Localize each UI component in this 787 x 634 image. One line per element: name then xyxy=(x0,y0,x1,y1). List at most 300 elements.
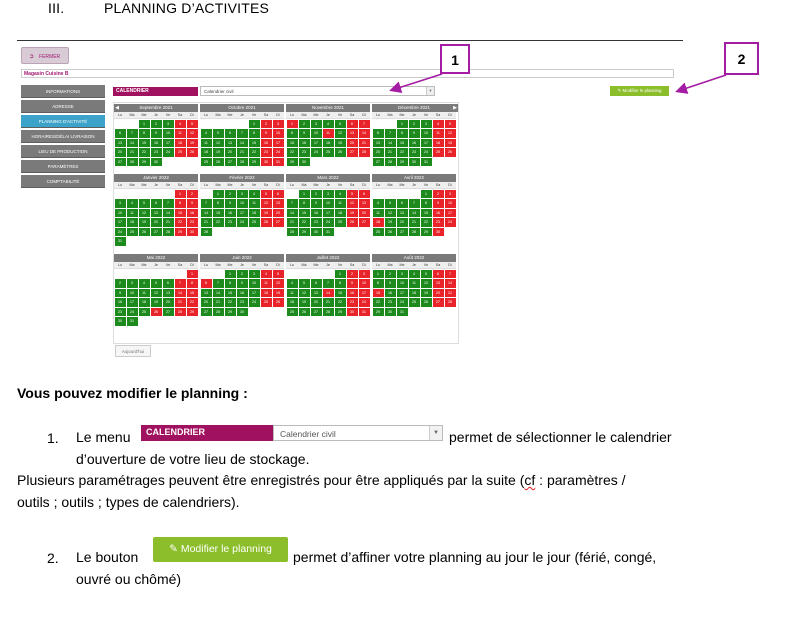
day-cell[interactable]: 20 xyxy=(151,218,162,227)
day-cell[interactable]: 29 xyxy=(287,158,298,167)
day-cell[interactable]: 24 xyxy=(323,218,334,227)
day-cell[interactable]: 20 xyxy=(359,209,370,218)
day-cell[interactable]: 30 xyxy=(385,308,396,317)
day-cell[interactable]: 6 xyxy=(115,129,126,138)
day-cell[interactable]: 14 xyxy=(445,279,456,288)
day-cell[interactable]: 26 xyxy=(299,308,310,317)
day-cell[interactable]: 20 xyxy=(115,148,126,157)
day-cell[interactable]: 3 xyxy=(273,120,284,129)
day-cell[interactable]: 11 xyxy=(261,279,272,288)
day-cell[interactable]: 11 xyxy=(249,199,260,208)
day-cell[interactable]: 17 xyxy=(359,289,370,298)
day-cell[interactable]: 20 xyxy=(163,298,174,307)
day-cell[interactable]: 10 xyxy=(127,289,138,298)
day-cell[interactable]: 9 xyxy=(187,199,198,208)
day-cell[interactable]: 11 xyxy=(175,129,186,138)
day-cell[interactable]: 29 xyxy=(397,158,408,167)
day-cell[interactable]: 27 xyxy=(273,218,284,227)
day-cell[interactable]: 3 xyxy=(421,120,432,129)
day-cell[interactable]: 17 xyxy=(249,289,260,298)
day-cell[interactable]: 19 xyxy=(261,209,272,218)
day-cell[interactable]: 10 xyxy=(115,209,126,218)
day-cell[interactable]: 18 xyxy=(249,209,260,218)
day-cell[interactable]: 18 xyxy=(335,209,346,218)
day-cell[interactable]: 8 xyxy=(397,129,408,138)
day-cell[interactable]: 28 xyxy=(359,148,370,157)
day-cell[interactable]: 10 xyxy=(163,129,174,138)
day-cell[interactable]: 22 xyxy=(299,218,310,227)
day-cell[interactable]: 6 xyxy=(397,199,408,208)
day-cell[interactable]: 16 xyxy=(225,209,236,218)
day-cell[interactable]: 12 xyxy=(151,289,162,298)
day-cell[interactable]: 20 xyxy=(347,139,358,148)
sidebar-item[interactable]: LIEU DE PRODUCTION xyxy=(21,145,105,158)
day-cell[interactable]: 29 xyxy=(139,158,150,167)
day-cell[interactable]: 14 xyxy=(287,209,298,218)
day-cell[interactable]: 24 xyxy=(421,148,432,157)
day-cell[interactable]: 4 xyxy=(335,190,346,199)
day-cell[interactable]: 3 xyxy=(237,190,248,199)
day-cell[interactable]: 21 xyxy=(385,148,396,157)
day-cell[interactable]: 23 xyxy=(299,148,310,157)
day-cell[interactable]: 10 xyxy=(359,279,370,288)
day-cell[interactable]: 13 xyxy=(397,209,408,218)
day-cell[interactable]: 6 xyxy=(359,190,370,199)
day-cell[interactable]: 30 xyxy=(115,317,126,326)
day-cell[interactable]: 1 xyxy=(373,270,384,279)
day-cell[interactable]: 30 xyxy=(261,158,272,167)
day-cell[interactable]: 3 xyxy=(445,190,456,199)
day-cell[interactable]: 17 xyxy=(115,218,126,227)
day-cell[interactable]: 26 xyxy=(445,148,456,157)
day-cell[interactable]: 13 xyxy=(163,289,174,298)
day-cell[interactable]: 10 xyxy=(397,279,408,288)
day-cell[interactable]: 9 xyxy=(409,129,420,138)
day-cell[interactable]: 9 xyxy=(225,199,236,208)
day-cell[interactable]: 19 xyxy=(213,148,224,157)
day-cell[interactable]: 31 xyxy=(323,228,334,237)
day-cell[interactable]: 24 xyxy=(445,218,456,227)
day-cell[interactable]: 21 xyxy=(287,218,298,227)
day-cell[interactable]: 17 xyxy=(273,139,284,148)
day-cell[interactable]: 4 xyxy=(373,199,384,208)
day-cell[interactable]: 7 xyxy=(323,279,334,288)
day-cell[interactable]: 12 xyxy=(273,279,284,288)
day-cell[interactable]: 15 xyxy=(139,139,150,148)
day-cell[interactable]: 20 xyxy=(373,148,384,157)
day-cell[interactable]: 25 xyxy=(175,148,186,157)
day-cell[interactable]: 28 xyxy=(445,298,456,307)
day-cell[interactable]: 22 xyxy=(249,148,260,157)
day-cell[interactable]: 19 xyxy=(151,298,162,307)
day-cell[interactable]: 19 xyxy=(421,289,432,298)
day-cell[interactable]: 25 xyxy=(287,308,298,317)
day-cell[interactable]: 3 xyxy=(359,270,370,279)
day-cell[interactable]: 27 xyxy=(373,158,384,167)
day-cell[interactable]: 30 xyxy=(299,158,310,167)
day-cell[interactable]: 13 xyxy=(225,139,236,148)
day-cell[interactable]: 14 xyxy=(127,139,138,148)
day-cell[interactable]: 13 xyxy=(115,139,126,148)
day-cell[interactable]: 3 xyxy=(127,279,138,288)
day-cell[interactable]: 11 xyxy=(409,279,420,288)
day-cell[interactable]: 27 xyxy=(359,218,370,227)
day-cell[interactable]: 22 xyxy=(397,148,408,157)
day-cell[interactable]: 23 xyxy=(151,148,162,157)
day-cell[interactable]: 18 xyxy=(261,289,272,298)
day-cell[interactable]: 12 xyxy=(335,129,346,138)
day-cell[interactable]: 11 xyxy=(373,209,384,218)
day-cell[interactable]: 19 xyxy=(139,218,150,227)
day-cell[interactable]: 16 xyxy=(187,209,198,218)
day-cell[interactable]: 10 xyxy=(249,279,260,288)
sidebar-item[interactable]: HORAIRES/DÉLAI LIVRAISON xyxy=(21,130,105,143)
day-cell[interactable]: 16 xyxy=(347,289,358,298)
day-cell[interactable]: 13 xyxy=(373,139,384,148)
day-cell[interactable]: 19 xyxy=(385,218,396,227)
day-cell[interactable]: 19 xyxy=(187,139,198,148)
day-cell[interactable]: 27 xyxy=(433,298,444,307)
day-cell[interactable]: 11 xyxy=(127,209,138,218)
day-cell[interactable]: 8 xyxy=(213,199,224,208)
day-cell[interactable]: 18 xyxy=(139,298,150,307)
day-cell[interactable]: 13 xyxy=(201,289,212,298)
day-cell[interactable]: 3 xyxy=(249,270,260,279)
day-cell[interactable]: 28 xyxy=(127,158,138,167)
day-cell[interactable]: 11 xyxy=(433,129,444,138)
day-cell[interactable]: 7 xyxy=(201,199,212,208)
day-cell[interactable]: 25 xyxy=(201,158,212,167)
day-cell[interactable]: 11 xyxy=(201,139,212,148)
day-cell[interactable]: 24 xyxy=(311,148,322,157)
day-cell[interactable]: 31 xyxy=(359,308,370,317)
day-cell[interactable]: 14 xyxy=(175,289,186,298)
day-cell[interactable]: 18 xyxy=(287,298,298,307)
day-cell[interactable]: 27 xyxy=(225,158,236,167)
day-cell[interactable]: 17 xyxy=(163,139,174,148)
day-cell[interactable]: 21 xyxy=(237,148,248,157)
day-cell[interactable]: 28 xyxy=(385,158,396,167)
day-cell[interactable]: 28 xyxy=(175,308,186,317)
day-cell[interactable]: 7 xyxy=(213,279,224,288)
day-cell[interactable]: 5 xyxy=(139,199,150,208)
day-cell[interactable]: 27 xyxy=(201,308,212,317)
day-cell[interactable]: 14 xyxy=(163,209,174,218)
day-cell[interactable]: 2 xyxy=(433,190,444,199)
day-cell[interactable]: 29 xyxy=(335,308,346,317)
day-cell[interactable]: 5 xyxy=(335,120,346,129)
day-cell[interactable]: 21 xyxy=(445,289,456,298)
day-cell[interactable]: 24 xyxy=(163,148,174,157)
sidebar-item[interactable]: ADRESSE xyxy=(21,100,105,113)
day-cell[interactable]: 31 xyxy=(397,308,408,317)
day-cell[interactable]: 4 xyxy=(261,270,272,279)
day-cell[interactable]: 15 xyxy=(249,139,260,148)
day-cell[interactable]: 23 xyxy=(433,218,444,227)
day-cell[interactable]: 1 xyxy=(175,190,186,199)
day-cell[interactable]: 6 xyxy=(201,279,212,288)
day-cell[interactable]: 27 xyxy=(397,228,408,237)
day-cell[interactable]: 30 xyxy=(409,158,420,167)
chevron-right-icon[interactable]: ▶ xyxy=(453,105,457,111)
day-cell[interactable]: 6 xyxy=(347,120,358,129)
day-cell[interactable]: 2 xyxy=(261,120,272,129)
day-cell[interactable]: 8 xyxy=(187,279,198,288)
day-cell[interactable]: 24 xyxy=(237,218,248,227)
day-cell[interactable]: 12 xyxy=(385,209,396,218)
day-cell[interactable]: 6 xyxy=(311,279,322,288)
day-cell[interactable]: 14 xyxy=(323,289,334,298)
day-cell[interactable]: 13 xyxy=(151,209,162,218)
day-cell[interactable]: 9 xyxy=(385,279,396,288)
day-cell[interactable]: 29 xyxy=(225,308,236,317)
day-cell[interactable]: 10 xyxy=(237,199,248,208)
day-cell[interactable]: 22 xyxy=(225,298,236,307)
day-cell[interactable]: 7 xyxy=(359,120,370,129)
day-cell[interactable]: 21 xyxy=(175,298,186,307)
day-cell[interactable]: 29 xyxy=(249,158,260,167)
day-cell[interactable]: 23 xyxy=(409,148,420,157)
day-cell[interactable]: 8 xyxy=(175,199,186,208)
day-cell[interactable]: 5 xyxy=(151,279,162,288)
day-cell[interactable]: 9 xyxy=(261,129,272,138)
day-cell[interactable]: 28 xyxy=(163,228,174,237)
day-cell[interactable]: 31 xyxy=(127,317,138,326)
day-cell[interactable]: 8 xyxy=(373,279,384,288)
day-cell[interactable]: 25 xyxy=(127,228,138,237)
day-cell[interactable]: 25 xyxy=(409,298,420,307)
day-cell[interactable]: 21 xyxy=(359,139,370,148)
day-cell[interactable]: 17 xyxy=(323,209,334,218)
day-cell[interactable]: 5 xyxy=(187,120,198,129)
day-cell[interactable]: 10 xyxy=(421,129,432,138)
day-cell[interactable]: 6 xyxy=(273,190,284,199)
day-cell[interactable]: 23 xyxy=(261,148,272,157)
day-cell[interactable]: 2 xyxy=(385,270,396,279)
day-cell[interactable]: 18 xyxy=(175,139,186,148)
day-cell[interactable]: 5 xyxy=(273,270,284,279)
day-cell[interactable]: 31 xyxy=(421,158,432,167)
day-cell[interactable]: 30 xyxy=(311,228,322,237)
day-cell[interactable]: 22 xyxy=(139,148,150,157)
day-cell[interactable]: 3 xyxy=(397,270,408,279)
day-cell[interactable]: 7 xyxy=(175,279,186,288)
day-cell[interactable]: 27 xyxy=(311,308,322,317)
day-cell[interactable]: 3 xyxy=(115,199,126,208)
day-cell[interactable]: 22 xyxy=(421,218,432,227)
day-cell[interactable]: 19 xyxy=(273,289,284,298)
day-cell[interactable]: 5 xyxy=(299,279,310,288)
day-cell[interactable]: 29 xyxy=(187,308,198,317)
day-cell[interactable]: 8 xyxy=(299,199,310,208)
day-cell[interactable]: 25 xyxy=(261,298,272,307)
day-cell[interactable]: 14 xyxy=(237,139,248,148)
day-cell[interactable]: 22 xyxy=(213,218,224,227)
day-cell[interactable]: 2 xyxy=(311,190,322,199)
day-cell[interactable]: 2 xyxy=(237,270,248,279)
day-cell[interactable]: 24 xyxy=(249,298,260,307)
day-cell[interactable]: 7 xyxy=(237,129,248,138)
day-cell[interactable]: 11 xyxy=(287,289,298,298)
day-cell[interactable]: 19 xyxy=(347,209,358,218)
day-cell[interactable]: 8 xyxy=(287,129,298,138)
day-cell[interactable]: 5 xyxy=(385,199,396,208)
day-cell[interactable]: 7 xyxy=(163,199,174,208)
day-cell[interactable]: 31 xyxy=(273,158,284,167)
day-cell[interactable]: 8 xyxy=(139,129,150,138)
day-cell[interactable]: 26 xyxy=(213,158,224,167)
day-cell[interactable]: 6 xyxy=(225,129,236,138)
day-cell[interactable]: 23 xyxy=(187,218,198,227)
day-cell[interactable]: 15 xyxy=(299,209,310,218)
day-cell[interactable]: 12 xyxy=(421,279,432,288)
day-cell[interactable]: 10 xyxy=(273,129,284,138)
day-cell[interactable]: 21 xyxy=(409,218,420,227)
day-cell[interactable]: 1 xyxy=(287,120,298,129)
day-cell[interactable]: 4 xyxy=(139,279,150,288)
day-cell[interactable]: 15 xyxy=(421,209,432,218)
day-cell[interactable]: 20 xyxy=(433,289,444,298)
day-cell[interactable]: 7 xyxy=(287,199,298,208)
day-cell[interactable]: 28 xyxy=(287,228,298,237)
day-cell[interactable]: 19 xyxy=(335,139,346,148)
day-cell[interactable]: 6 xyxy=(151,199,162,208)
day-cell[interactable]: 2 xyxy=(347,270,358,279)
day-cell[interactable]: 14 xyxy=(409,209,420,218)
day-cell[interactable]: 1 xyxy=(335,270,346,279)
day-cell[interactable]: 29 xyxy=(421,228,432,237)
day-cell[interactable]: 20 xyxy=(311,298,322,307)
day-cell[interactable]: 16 xyxy=(261,139,272,148)
day-cell[interactable]: 30 xyxy=(237,308,248,317)
day-cell[interactable]: 28 xyxy=(213,308,224,317)
day-cell[interactable]: 2 xyxy=(225,190,236,199)
day-cell[interactable]: 2 xyxy=(151,120,162,129)
day-cell[interactable]: 6 xyxy=(433,270,444,279)
today-button[interactable]: Aujourd'hui xyxy=(115,345,151,357)
day-cell[interactable]: 26 xyxy=(335,148,346,157)
day-cell[interactable]: 12 xyxy=(213,139,224,148)
day-cell[interactable]: 19 xyxy=(445,139,456,148)
day-cell[interactable]: 29 xyxy=(373,308,384,317)
day-cell[interactable]: 9 xyxy=(347,279,358,288)
day-cell[interactable]: 14 xyxy=(201,209,212,218)
day-cell[interactable]: 22 xyxy=(373,298,384,307)
day-cell[interactable]: 2 xyxy=(409,120,420,129)
day-cell[interactable]: 12 xyxy=(187,129,198,138)
day-cell[interactable]: 18 xyxy=(433,139,444,148)
day-cell[interactable]: 24 xyxy=(397,298,408,307)
day-cell[interactable]: 25 xyxy=(249,218,260,227)
day-cell[interactable]: 18 xyxy=(323,139,334,148)
day-cell[interactable]: 18 xyxy=(409,289,420,298)
day-cell[interactable]: 22 xyxy=(287,148,298,157)
day-cell[interactable]: 11 xyxy=(323,129,334,138)
day-cell[interactable]: 22 xyxy=(335,298,346,307)
day-cell[interactable]: 10 xyxy=(311,129,322,138)
day-cell[interactable]: 13 xyxy=(311,289,322,298)
day-cell[interactable]: 30 xyxy=(151,158,162,167)
day-cell[interactable]: 4 xyxy=(249,190,260,199)
day-cell[interactable]: 21 xyxy=(127,148,138,157)
day-cell[interactable]: 25 xyxy=(139,308,150,317)
day-cell[interactable]: 23 xyxy=(347,298,358,307)
day-cell[interactable]: 9 xyxy=(433,199,444,208)
day-cell[interactable]: 17 xyxy=(311,139,322,148)
day-cell[interactable]: 26 xyxy=(187,148,198,157)
day-cell[interactable]: 27 xyxy=(347,148,358,157)
day-cell[interactable]: 11 xyxy=(139,289,150,298)
day-cell[interactable]: 15 xyxy=(287,139,298,148)
day-cell[interactable]: 9 xyxy=(151,129,162,138)
day-cell[interactable]: 4 xyxy=(409,270,420,279)
day-cell[interactable]: 3 xyxy=(311,120,322,129)
day-cell[interactable]: 11 xyxy=(335,199,346,208)
day-cell[interactable]: 12 xyxy=(139,209,150,218)
day-cell[interactable]: 22 xyxy=(175,218,186,227)
day-cell[interactable]: 5 xyxy=(213,129,224,138)
day-cell[interactable]: 7 xyxy=(127,129,138,138)
day-cell[interactable]: 23 xyxy=(225,218,236,227)
day-cell[interactable]: 26 xyxy=(273,298,284,307)
day-cell[interactable]: 1 xyxy=(225,270,236,279)
day-cell[interactable]: 17 xyxy=(421,139,432,148)
day-cell[interactable]: 26 xyxy=(421,298,432,307)
day-cell[interactable]: 16 xyxy=(299,139,310,148)
day-cell[interactable]: 29 xyxy=(299,228,310,237)
day-cell[interactable]: 18 xyxy=(201,148,212,157)
day-cell[interactable]: 18 xyxy=(127,218,138,227)
day-cell[interactable]: 4 xyxy=(127,199,138,208)
day-cell[interactable]: 1 xyxy=(397,120,408,129)
day-cell[interactable]: 14 xyxy=(359,129,370,138)
day-cell[interactable]: 1 xyxy=(421,190,432,199)
day-cell[interactable]: 4 xyxy=(287,279,298,288)
day-cell[interactable]: 16 xyxy=(237,289,248,298)
day-cell[interactable]: 15 xyxy=(213,209,224,218)
day-cell[interactable]: 21 xyxy=(213,298,224,307)
day-cell[interactable]: 9 xyxy=(237,279,248,288)
day-cell[interactable]: 28 xyxy=(201,228,212,237)
day-cell[interactable]: 15 xyxy=(175,209,186,218)
day-cell[interactable]: 17 xyxy=(237,209,248,218)
day-cell[interactable]: 13 xyxy=(359,199,370,208)
day-cell[interactable]: 9 xyxy=(299,129,310,138)
day-cell[interactable]: 7 xyxy=(385,129,396,138)
day-cell[interactable]: 7 xyxy=(445,270,456,279)
day-cell[interactable]: 6 xyxy=(373,129,384,138)
day-cell[interactable]: 21 xyxy=(163,218,174,227)
day-cell[interactable]: 26 xyxy=(261,218,272,227)
day-cell[interactable]: 8 xyxy=(225,279,236,288)
day-cell[interactable]: 12 xyxy=(445,129,456,138)
sidebar-item[interactable]: INFORMATIONS xyxy=(21,85,105,98)
day-cell[interactable]: 30 xyxy=(187,228,198,237)
day-cell[interactable]: 8 xyxy=(421,199,432,208)
day-cell[interactable]: 6 xyxy=(163,279,174,288)
day-cell[interactable]: 25 xyxy=(373,228,384,237)
day-cell[interactable]: 13 xyxy=(433,279,444,288)
day-cell[interactable]: 4 xyxy=(175,120,186,129)
day-cell[interactable]: 12 xyxy=(261,199,272,208)
day-cell[interactable]: 9 xyxy=(311,199,322,208)
day-cell[interactable]: 17 xyxy=(127,298,138,307)
day-cell[interactable]: 4 xyxy=(433,120,444,129)
day-cell[interactable]: 10 xyxy=(445,199,456,208)
day-cell[interactable]: 24 xyxy=(359,298,370,307)
day-cell[interactable]: 16 xyxy=(433,209,444,218)
day-cell[interactable]: 20 xyxy=(201,298,212,307)
